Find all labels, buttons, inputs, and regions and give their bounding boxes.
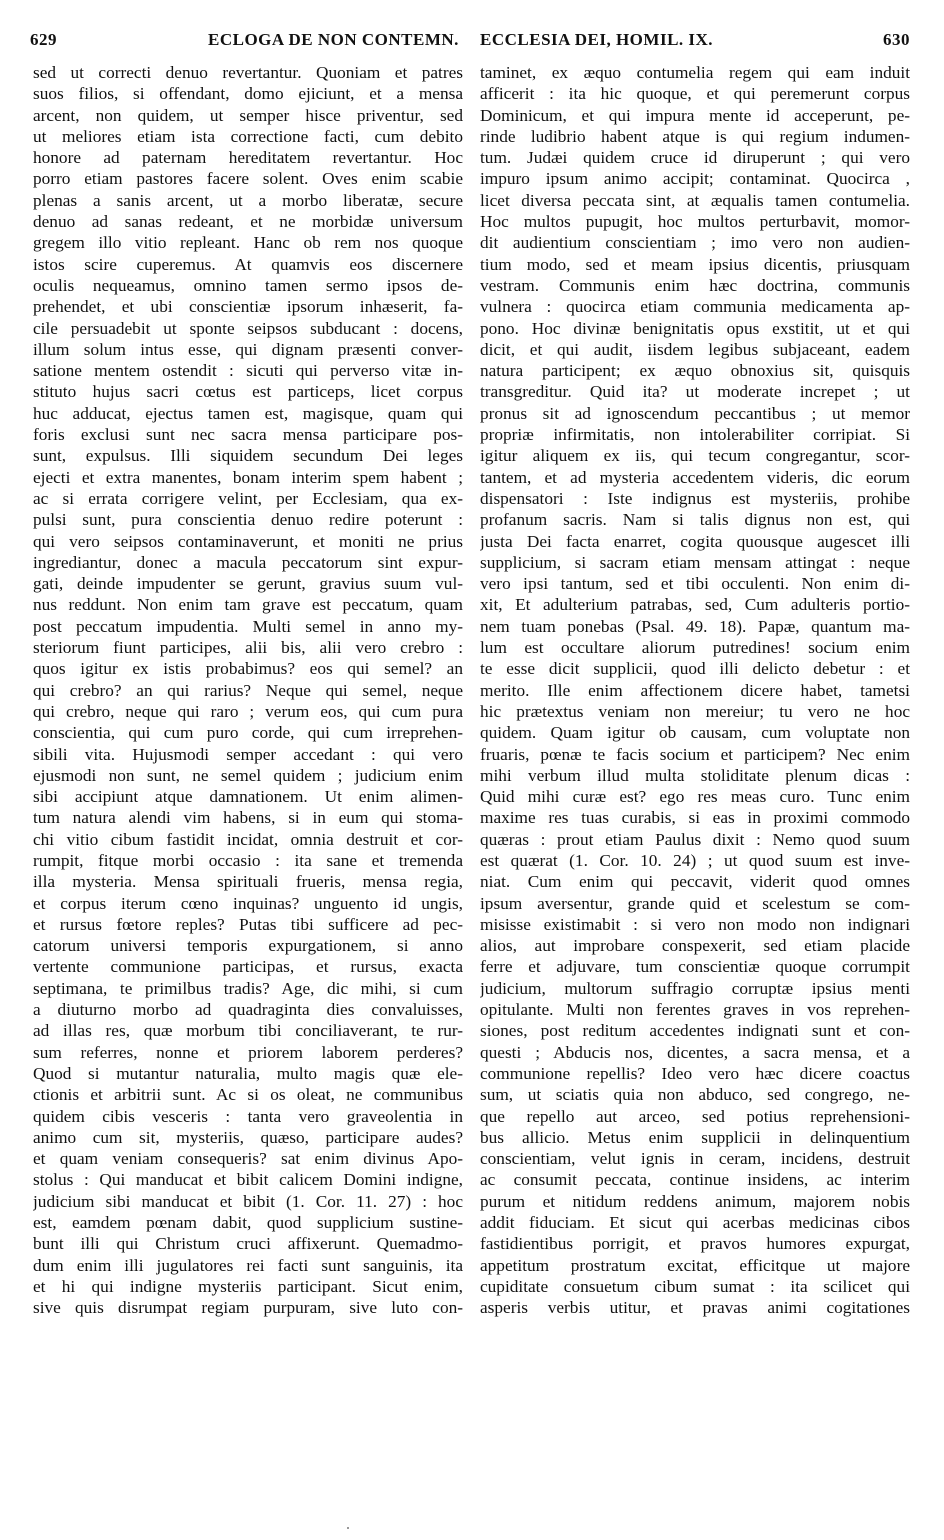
text-line: animo cum sit, mysteriis, quæso, participare audes? xyxy=(33,1127,463,1147)
text-line: supplicium, si sacram etiam mensam attingat : neque xyxy=(480,552,910,572)
text-line: ipsum aversentur, grande quid et scelestum se com- xyxy=(480,893,910,913)
page-number-right: 630 xyxy=(883,30,910,49)
text-line: est quærat (1. Cor. 10. 24) ; ut quod suum est inve- xyxy=(480,850,910,870)
text-line: dum enim illi jugulatores rei facti sunt sanguinis, ita xyxy=(33,1255,463,1275)
text-line: dicit, et qui audit, iisdem legibus subjaceant, eadem xyxy=(480,339,910,359)
text-line: natura participent; ex æquo obnoxius sit, quisquis xyxy=(480,361,910,381)
text-line: taminet, ex æquo contumelia regem qui eam induit xyxy=(480,63,910,82)
text-line: rinde ludibrio habent atque is qui regium indumen- xyxy=(480,126,910,146)
text-line: tum natura alendi vim habens, si in eum qui stoma- xyxy=(33,808,463,828)
text-line: qui crebro, neque qui raro ; verum eos, qui cum pura xyxy=(33,701,463,721)
running-title-right: ECCLESIA DEI, HOMIL. IX. xyxy=(480,30,714,49)
text-line: quidem. Quam igitur ob causam, cum voluptate non xyxy=(480,723,910,743)
text-line: quidem cibis vesceris : tanta vero graveolentia in xyxy=(33,1106,463,1126)
text-line: chi vitio cibum fastidit incidat, omnia destruit et cor- xyxy=(33,829,463,849)
text-line: Hoc multos pupugit, hoc multos perturbavit, momor- xyxy=(480,212,910,232)
text-line: sed ut correcti denuo revertantur. Quoniam et patres xyxy=(33,63,463,82)
text-line: alios, aut improbare conspexerit, sed etiam placide xyxy=(480,936,910,956)
text-line: merito. Ille enim affectionem dicere habet, tametsi xyxy=(480,680,910,700)
text-line: vero ipsi tantum, sed et tibi occulenti. Non enim di- xyxy=(480,574,910,594)
text-line: afficerit : ita hic quoque, et qui peremerunt corpus xyxy=(480,84,910,104)
text-line: sibili vita. Hujusmodi semper accedant : qui vero xyxy=(33,744,463,764)
text-line: ut meliores etiam ista correctione facti, cum debito xyxy=(33,126,463,146)
text-line: sive quis disrumpat regiam purpuram, sive luto con- xyxy=(33,1298,463,1318)
text-line: Quid mihi curæ est? ego res meas curo. Tunc enim xyxy=(480,787,910,807)
text-line: post peccatum impudentia. Multi semel in anno my- xyxy=(33,616,463,636)
text-line: tum. Judæi quidem cruce id diruperunt ; qui vero xyxy=(480,148,910,168)
text-line: sunt, expulsus. Illi siquidem secundum Dei leges xyxy=(33,446,463,466)
text-line: ejusmodi non sunt, ne semel quidem ; judicium enim xyxy=(33,765,463,785)
text-line: sibi accipiunt atque damnationem. Ut enim alimen- xyxy=(33,787,463,807)
text-line: rumpit, fitque morbi occasio : ita sane et tremenda xyxy=(33,850,463,870)
text-line: judicium sibi manducat et bibit (1. Cor. 11. 27) : hoc xyxy=(33,1191,463,1211)
text-line: suos filios, si offendant, domo ejiciunt, et a mensa xyxy=(33,84,463,104)
text-line: que repello aut arceo, sed potius reprehensioni- xyxy=(480,1106,910,1126)
text-line: maxime res tuas curabis, si eas in proximi commodo xyxy=(480,808,910,828)
text-line: stolus : Qui manducat et bibit calicem Domini indigne, xyxy=(33,1170,463,1190)
text-line: tantem, et ad mysteria accedentem videris, dic eorum xyxy=(480,467,910,487)
text-line: lum est occultare aliorum putredines! socium enim xyxy=(480,638,910,658)
text-line: huc adducat, ejectus tamen est, magisque, quam qui xyxy=(33,403,463,423)
text-line: denuo ad sanas redeant, et ne morbidæ universum xyxy=(33,212,463,232)
text-line: niat. Cum enim qui peccavit, viderit quod omnes xyxy=(480,872,910,892)
text-line: pulsi sunt, pura conscientia denuo redire poterunt : xyxy=(33,510,463,530)
text-line: tium modo, sed et meam ipsius dicentis, priusquam xyxy=(480,254,910,274)
text-line: asperis verbis utitur, et pravas animi cogitationes xyxy=(480,1298,910,1318)
text-line: ad illas res, quæ morbum tibi conciliaverant, te rur- xyxy=(33,1021,463,1041)
text-line: dit audientium conscientiam ; imo vero non audien- xyxy=(480,233,910,253)
text-line: Quod si mutantur naturalia, multo magis quæ ele- xyxy=(33,1063,463,1083)
text-line: prehendet, et ubi conscientiæ ipsorum inhæserit, fa- xyxy=(33,297,463,317)
text-line: cupiditate consuetum cibum sumat : ita scilicet qui xyxy=(480,1276,910,1296)
text-line: illum solum intus esse, qui dignam præsenti conver- xyxy=(33,339,463,359)
text-line: vestram. Communis enim hæc doctrina, communis xyxy=(480,275,910,295)
text-line: et quam veniam consequeris? sat enim divinus Apo- xyxy=(33,1149,463,1169)
text-line: bunt illi qui Christum cruci affixerunt. Quemadmo- xyxy=(33,1234,463,1254)
page-number-left: 629 xyxy=(30,30,57,49)
text-line: foris exclusi sunt nec sacra mensa participare pos- xyxy=(33,425,463,445)
text-line: et hi qui indigne mysteriis participant. Sicut enim, xyxy=(33,1276,463,1296)
text-line: conscientia, qui cum puro corde, qui cum irreprehen- xyxy=(33,723,463,743)
text-line: et rursus fœtore reples? Putas tibi sufficere ad pec- xyxy=(33,914,463,934)
running-title-left: ECLOGA DE NON CONTEMN. xyxy=(208,30,459,49)
text-line: purum et nitidum reddens animum, majorem nobis xyxy=(480,1191,910,1211)
text-line: a diuturno morbo ad quadraginta dies convaluisses, xyxy=(33,1000,463,1020)
text-line: steriorum fiunt participes, alii bis, alii vero crebro : xyxy=(33,638,463,658)
text-line: te esse dicit supplicii, quod illi delicto debetur : et xyxy=(480,659,910,679)
text-line: fruaris, pœnæ te facis socium et participem? Nec enim xyxy=(480,744,910,764)
text-line: gregem illo vitio repleant. Hanc ob rem nos quoque xyxy=(33,233,463,253)
text-line: vertente communione participas, et rursus, exacta xyxy=(33,957,463,977)
text-column-left xyxy=(33,62,463,1319)
text-line: porro etiam pastores facere solent. Oves enim scabie xyxy=(33,169,463,189)
text-line: questi ; Abducis nos, dicentes, a sacra mensa, et a xyxy=(480,1042,910,1062)
text-line: igitur aliquem ex iis, qui tecum congregantur, scor- xyxy=(480,446,910,466)
text-line: licet diversa peccata sint, at æqualis tamen contumelia. xyxy=(480,190,910,210)
text-line: mihi verbum illud multa stoliditate plenum dicas : xyxy=(480,765,910,785)
text-line: opitulante. Multi non ferentes graves in vos reprehen- xyxy=(480,1000,910,1020)
text-line: dispensatori : Iste indignus est mysteriis, prohibe xyxy=(480,488,910,508)
text-line: appetitum prostratum excitat, efficitque ut majore xyxy=(480,1255,910,1275)
text-line: arcent, non quidem, ut semper hisce priventur, sed xyxy=(33,105,463,125)
text-line: bus allicio. Metus enim supplicii in delinquentium xyxy=(480,1127,910,1147)
text-line: ingrediantur, donec a macula peccatorum sint expur- xyxy=(33,552,463,572)
text-line: quæras : prout etiam Paulus dixit : Nemo quod suum xyxy=(480,829,910,849)
text-line: sum referres, nonne et priorem laborem perderes? xyxy=(33,1042,463,1062)
text-line: qui crebro? an qui rarius? Neque qui semel, neque xyxy=(33,680,463,700)
text-line: Dominicum, et qui impura mente id acceperunt, pe- xyxy=(480,105,910,125)
page-speck xyxy=(347,1527,349,1529)
text-line: istos scire cuperemus. At quamvis eos discernere xyxy=(33,254,463,274)
text-line: misisse existimabit : si vero non modo non indignari xyxy=(480,914,910,934)
running-header xyxy=(30,30,910,58)
text-line: transgreditur. Quid ita? ut moderate increpet ; ut xyxy=(480,382,910,402)
text-line: catorum universi temporis expurgationem, si anno xyxy=(33,936,463,956)
text-line: satione mentem ostendit : sicuti qui perverso vitæ in- xyxy=(33,361,463,381)
text-line: cile persuadebit ut sponte seipsos subducant : docens, xyxy=(33,318,463,338)
text-line: sum, ut sciatis quia non abduco, sed congrego, ne- xyxy=(480,1085,910,1105)
text-line: xit, Et adulterium patrabas, sed, Cum adulteris portio- xyxy=(480,595,910,615)
text-line: qui vero seipsos contaminaverunt, et moniti ne prius xyxy=(33,531,463,551)
text-line: addit fiduciam. Et sicut qui acerbas medicinas cibos xyxy=(480,1213,910,1233)
text-line: ctionis et arbitrii sunt. Ac si os oleat, ne communibus xyxy=(33,1085,463,1105)
text-line: quos igitur ex istis probabimus? eos qui semel? an xyxy=(33,659,463,679)
text-line: communione repellis? Ideo vero hæc dicere coactus xyxy=(480,1063,910,1083)
text-line: plenas a sanis arcent, ut a morbo liberatæ, secure xyxy=(33,190,463,210)
text-line: oculis nequeamus, omnino tamen sermo ipsos de- xyxy=(33,275,463,295)
text-line: pono. Hoc divinæ benignitatis opus exstitit, ut et qui xyxy=(480,318,910,338)
text-line: ferre et adjuvare, tum conscientiæ quoque corrumpit xyxy=(480,957,910,977)
text-line: gati, deinde impudenter se gerunt, gravius suum vul- xyxy=(33,574,463,594)
text-line: ejecti et extra manentes, bonam interim spem habent ; xyxy=(33,467,463,487)
text-line: justa Dei facta enarret, cogita quousque augescet illi xyxy=(480,531,910,551)
text-line: nus reddunt. Non enim tam grave est peccatum, quam xyxy=(33,595,463,615)
text-line: nem tuam ponebas (Psal. 49. 18). Papæ, quantum ma- xyxy=(480,616,910,636)
text-line: illa mysteria. Mensa spirituali frueris, mensa regia, xyxy=(33,872,463,892)
text-column-right xyxy=(480,62,910,1319)
text-line: siones, post reditum accedentes indignati sunt et con- xyxy=(480,1021,910,1041)
text-line: conscientiam, velut ignis in ceram, incidens, destruit xyxy=(480,1149,910,1169)
text-line: et corpus iterum cœno inquinas? unguento id ungis, xyxy=(33,893,463,913)
text-line: propriæ infirmitatis, non intolerabiliter corripiat. Si xyxy=(480,425,910,445)
text-line: judicium, multorum suffragio corruptæ ipsius menti xyxy=(480,978,910,998)
text-line: stituto hujus sacri cœtus est particeps, licet corpus xyxy=(33,382,463,402)
text-line: ac consumit peccata, continue insidens, ac interim xyxy=(480,1170,910,1190)
text-line: vulnera : quocirca etiam communia medicamenta ap- xyxy=(480,297,910,317)
text-line: pronus sit ad ignoscendum peccantibus ; ut memor xyxy=(480,403,910,423)
text-line: est, eamdem pœnam dabit, quod supplicium sustine- xyxy=(33,1213,463,1233)
text-line: ac si errata corrigere velint, per Ecclesiam, qua ex- xyxy=(33,488,463,508)
text-line: fastidientibus porrigit, et pravos humores expurgat, xyxy=(480,1234,910,1254)
text-line: impuro ipsum animo accipit; contaminat. Quocirca , xyxy=(480,169,910,189)
text-line: septimana, te primilbus tradis? Age, dic mihi, si cum xyxy=(33,978,463,998)
text-line: profanum sacris. Nam si talis dignus non est, qui xyxy=(480,510,910,530)
text-line: hic prætextus veniam non mereiur; tu vero ne hoc xyxy=(480,701,910,721)
text-line: honore ad paternam hereditatem revertantur. Hoc xyxy=(33,148,463,168)
